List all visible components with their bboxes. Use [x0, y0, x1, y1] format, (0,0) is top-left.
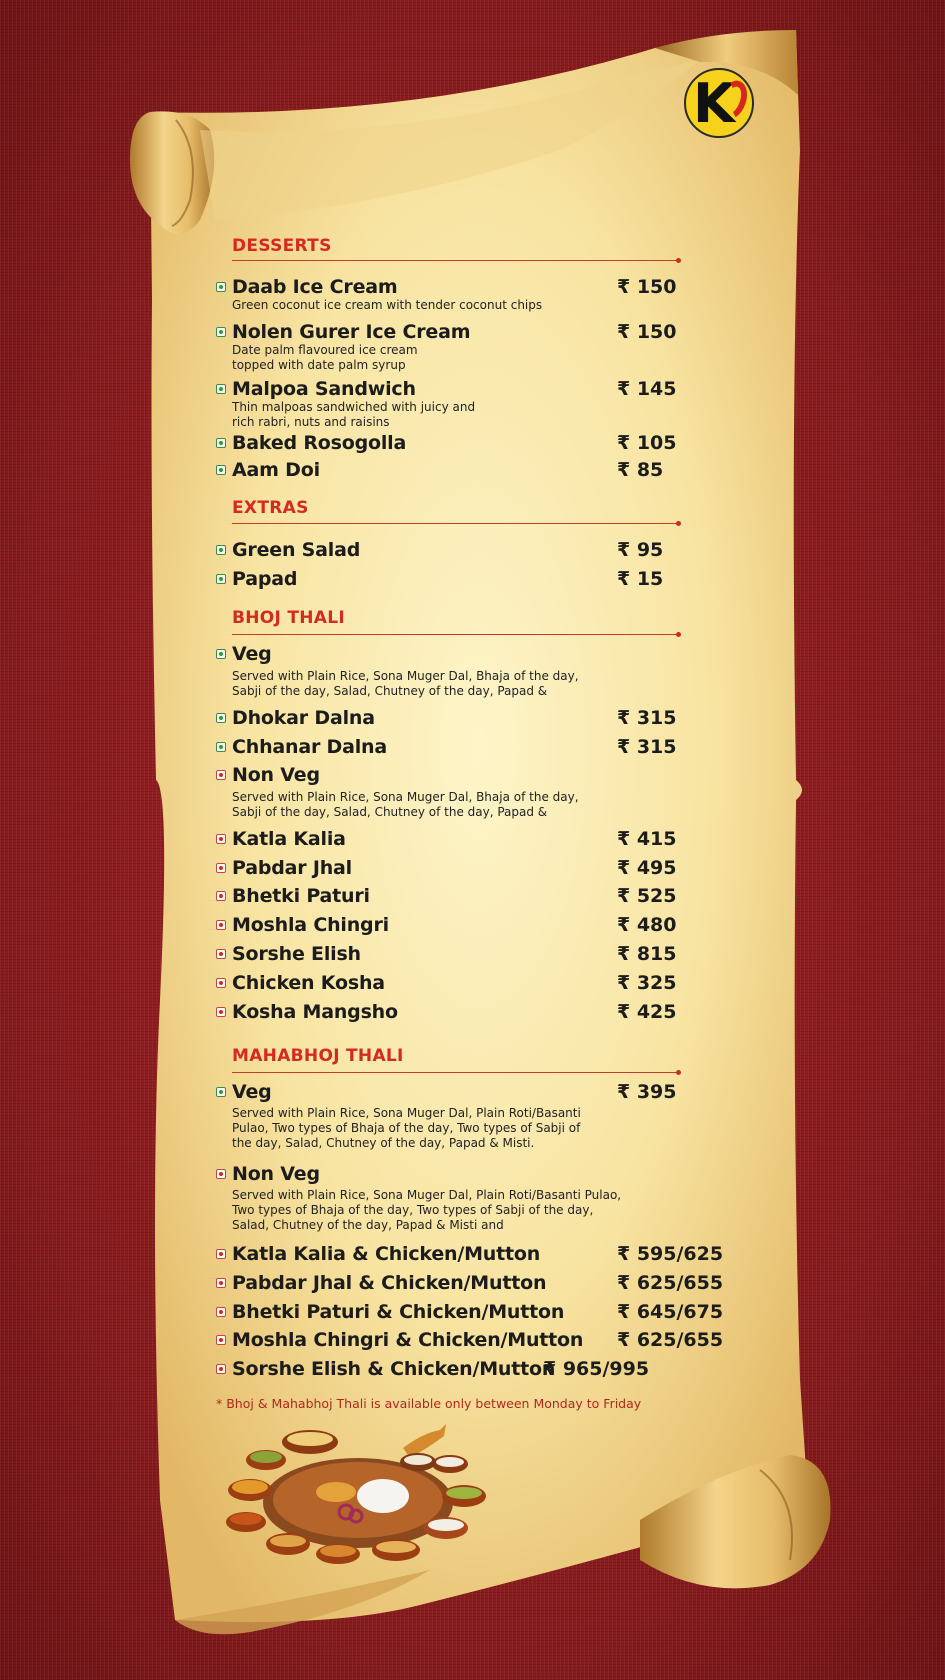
nonveg-mark-icon [216, 1364, 226, 1374]
item-price: ₹ 150 [617, 321, 677, 343]
item-name: Bhetki Paturi & Chicken/Mutton [232, 1301, 565, 1323]
nonveg-mark-icon [216, 978, 226, 988]
item-name: Sorshe Elish & Chicken/Mutton [232, 1358, 556, 1380]
item-price: ₹ 315 [617, 736, 677, 758]
item-name: Non Veg [232, 764, 320, 786]
item-price: ₹ 145 [617, 378, 677, 400]
item-name: Malpoa Sandwich [232, 378, 416, 400]
item-price: ₹ 415 [617, 828, 677, 850]
item-name: Papad [232, 568, 298, 590]
nonveg-mark-icon [216, 1249, 226, 1259]
thali-food-illustration [218, 1418, 498, 1568]
veg-mark-icon [216, 545, 226, 555]
section-divider [232, 1072, 678, 1073]
item-price: ₹ 95 [617, 539, 664, 561]
item-name: Chicken Kosha [232, 972, 385, 994]
veg-mark-icon [216, 649, 226, 659]
item-description: Served with Plain Rice, Sona Muger Dal, Plain Roti/Basanti Pulao, Two types of Bhaja of the day, Two types of Sabji of the day, Salad, Chutney of the day, Papad & Misti and [232, 1188, 622, 1232]
nonveg-mark-icon [216, 1307, 226, 1317]
item-name: Dhokar Dalna [232, 707, 375, 729]
item-price: ₹ 815 [617, 943, 677, 965]
section-divider [232, 634, 678, 635]
item-price: ₹ 495 [617, 857, 677, 879]
item-name: Non Veg [232, 1163, 320, 1185]
item-price: ₹ 645/675 [617, 1301, 724, 1323]
item-name: Moshla Chingri [232, 914, 389, 936]
item-price: ₹ 15 [617, 568, 664, 590]
item-price: ₹ 965/995 [543, 1358, 650, 1380]
item-price: ₹ 625/655 [617, 1329, 724, 1351]
section-title-extras: EXTRAS [232, 498, 309, 518]
item-description: Served with Plain Rice, Sona Muger Dal, Bhaja of the day, Sabji of the day, Salad, Chutney of the day, Papad & [232, 790, 579, 819]
item-name: Green Salad [232, 539, 361, 561]
item-name: Moshla Chingri & Chicken/Mutton [232, 1329, 584, 1351]
item-name: Katla Kalia & Chicken/Mutton [232, 1243, 541, 1265]
item-name: Baked Rosogolla [232, 432, 407, 454]
nonveg-mark-icon [216, 770, 226, 780]
item-description: Thin malpoas sandwiched with juicy and rich rabri, nuts and raisins [232, 400, 476, 429]
item-name: Aam Doi [232, 459, 320, 481]
item-price: ₹ 85 [617, 459, 664, 481]
nonveg-mark-icon [216, 949, 226, 959]
item-price: ₹ 525 [617, 885, 677, 907]
section-title-desserts: DESSERTS [232, 236, 332, 256]
veg-mark-icon [216, 742, 226, 752]
item-price: ₹ 325 [617, 972, 677, 994]
section-divider [232, 260, 678, 261]
restaurant-logo [684, 68, 754, 138]
veg-mark-icon [216, 438, 226, 448]
item-name: Pabdar Jhal & Chicken/Mutton [232, 1272, 547, 1294]
veg-mark-icon [216, 465, 226, 475]
nonveg-mark-icon [216, 1169, 226, 1179]
item-name: Daab Ice Cream [232, 276, 398, 298]
veg-mark-icon [216, 384, 226, 394]
nonveg-mark-icon [216, 1335, 226, 1345]
nonveg-mark-icon [216, 1278, 226, 1288]
item-name: Veg [232, 1081, 272, 1103]
availability-note: * Bhoj & Mahabhoj Thali is available only between Monday to Friday [216, 1396, 642, 1411]
item-price: ₹ 480 [617, 914, 677, 936]
item-name: Sorshe Elish [232, 943, 361, 965]
item-description: Date palm flavoured ice cream topped with date palm syrup [232, 343, 418, 372]
nonveg-mark-icon [216, 834, 226, 844]
section-title-bhoj-thali: BHOJ THALI [232, 608, 346, 628]
veg-mark-icon [216, 713, 226, 723]
item-description: Served with Plain Rice, Sona Muger Dal, Plain Roti/Basanti Pulao, Two types of Bhaja of the day, Two types of Sabji of the day, Salad, Chutney of the day, Papad & Misti. [232, 1106, 581, 1150]
nonveg-mark-icon [216, 863, 226, 873]
item-price: ₹ 625/655 [617, 1272, 724, 1294]
veg-mark-icon [216, 1087, 226, 1097]
item-price: ₹ 105 [617, 432, 677, 454]
item-price: ₹ 395 [617, 1081, 677, 1103]
item-price: ₹ 595/625 [617, 1243, 724, 1265]
item-name: Pabdar Jhal [232, 857, 352, 879]
section-title-mahabhoj-thali: MAHABHOJ THALI [232, 1046, 404, 1066]
nonveg-mark-icon [216, 1007, 226, 1017]
item-name: Nolen Gurer Ice Cream [232, 321, 471, 343]
item-price: ₹ 425 [617, 1001, 677, 1023]
veg-mark-icon [216, 327, 226, 337]
item-description: Served with Plain Rice, Sona Muger Dal, Bhaja of the day, Sabji of the day, Salad, Chutney of the day, Papad & [232, 669, 579, 698]
item-name: Kosha Mangsho [232, 1001, 398, 1023]
item-name: Katla Kalia [232, 828, 346, 850]
veg-mark-icon [216, 574, 226, 584]
item-name: Veg [232, 643, 272, 665]
item-price: ₹ 315 [617, 707, 677, 729]
nonveg-mark-icon [216, 920, 226, 930]
item-name: Chhanar Dalna [232, 736, 388, 758]
section-divider [232, 523, 678, 524]
logo-letter: K [693, 72, 731, 135]
nonveg-mark-icon [216, 891, 226, 901]
item-name: Bhetki Paturi [232, 885, 370, 907]
veg-mark-icon [216, 282, 226, 292]
item-description: Green coconut ice cream with tender coconut chips [232, 298, 543, 312]
item-price: ₹ 150 [617, 276, 677, 298]
